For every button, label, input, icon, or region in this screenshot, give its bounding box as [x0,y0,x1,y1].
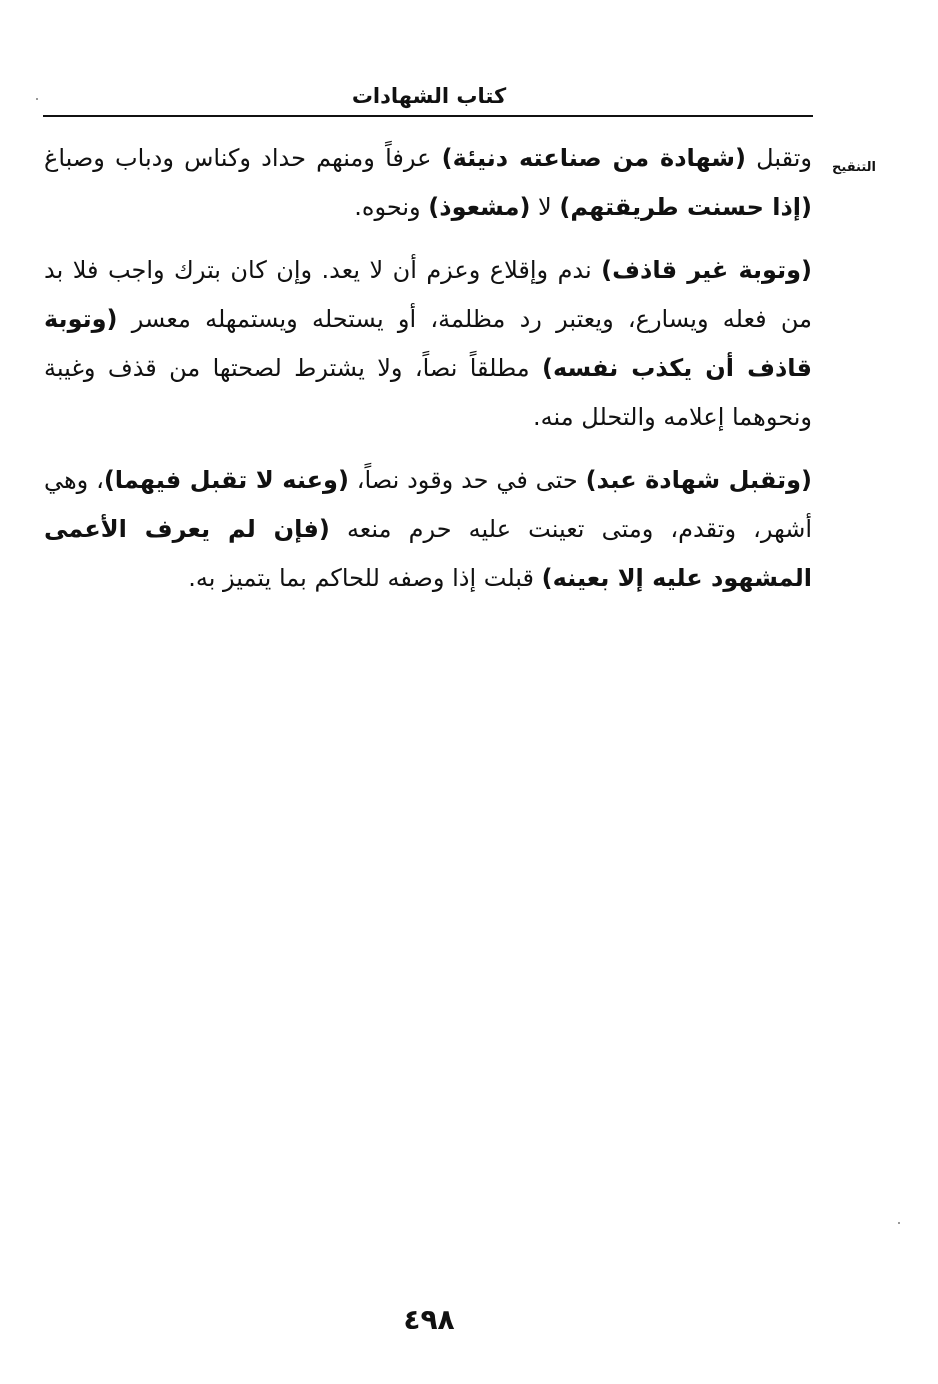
text-run: ، وهي أشهر، وتقدم، ومتى تعينت عليه حرم منعه [44,466,813,543]
running-header-title: كتاب الشهادات [351,84,507,108]
bold-text-run: (وتوبة غير قاذف) [601,256,813,284]
text-run: قبلت إذا وصفه للحاكم بما يتميز به. [188,564,542,592]
body-text [44,134,812,617]
text-run: عرفاً ومنهم حداد وكناس ودباب وصباغ [44,144,442,172]
text-run: حتى في حد وقود نصاً، [348,466,586,494]
text-run: ونحوه. [354,193,429,221]
paragraph-1 [44,134,812,232]
scan-speck [36,98,38,100]
bold-text-run: (فإن لم يعرف الأعمى المشهود عليه إلا بعينه) [44,515,812,592]
text-run: ندم وإقلاع وعزم أن لا يعد. وإن كان بترك واجب فلا بد من فعله ويسارع، ويعتبر رد مظلمة، أو يستحله ويستمهله معسر [44,256,812,333]
paragraph-2 [44,246,812,442]
text-run: لا [530,193,560,221]
bold-text-run: (وتوبة قاذف أن يكذب نفسه) [44,305,812,382]
scan-speck [898,1222,900,1224]
margin-label: التنقيح [832,160,876,175]
bold-text-run: (وعنه لا تقبل فيهما) [103,466,349,494]
header-rule [43,115,813,117]
text-run: مطلقاً نصاً، ولا يشترط لصحتها من قذف وغيبة ونحوهما إعلامه والتحلل منه. [44,354,812,431]
bold-text-run: (مشعوذ) [428,193,531,221]
bold-text-run: (شهادة من صناعته دنيئة) [441,144,746,172]
text-run: وتقبل [745,144,812,172]
paragraph-3 [44,456,812,603]
bold-text-run: (إذا حسنت طريقتهم) [559,193,812,221]
bold-text-run: (وتقبل شهادة عبد) [585,466,813,494]
page-number: ٤٩٨ [403,1303,455,1336]
